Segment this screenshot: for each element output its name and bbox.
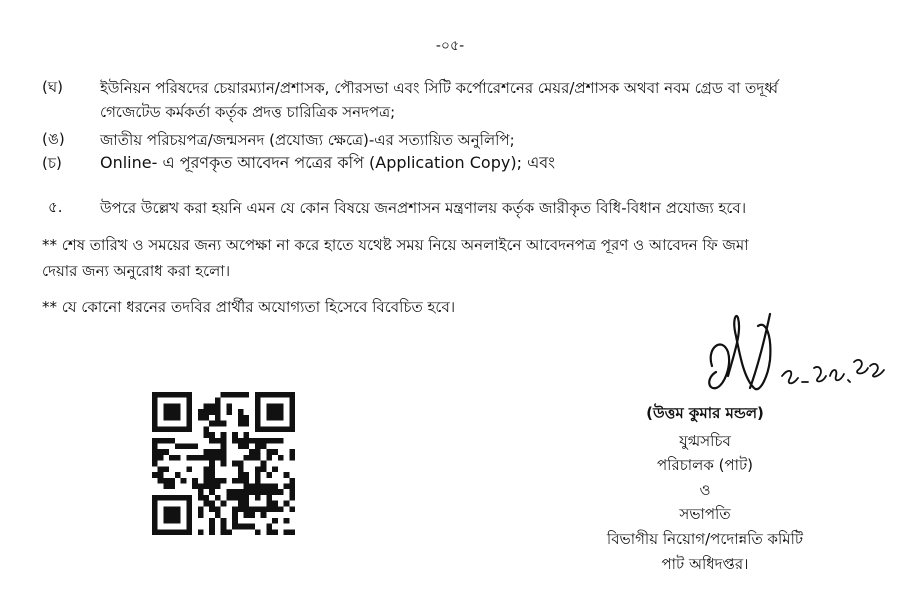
- signature-designation: যুগ্মসচিব: [679, 432, 731, 450]
- page-number: -০৫-: [435, 38, 465, 54]
- item-text-line: Online- এ পূরণকৃত আবেদন পত্রের কপি (Application Copy); এবং: [100, 153, 556, 172]
- item-text-gha: [100, 76, 860, 124]
- clause-marker: ৫.: [48, 198, 63, 216]
- signature-name: (উত্তম কুমার মন্ডল): [646, 404, 764, 422]
- item-text-line: গেজেটেড কর্মকর্তা কর্তৃক প্রদত্ত চারিত্রিক সনদপত্র;: [100, 103, 396, 121]
- item-text-line: জাতীয় পরিচয়পত্র/জন্মসনদ (প্রযোজ্য ক্ষেত্রে)-এর সত্যায়িত অনুলিপি;: [100, 131, 515, 149]
- signature-chair: সভাপতি: [679, 505, 731, 523]
- item-marker-umo: (ঙ): [42, 130, 65, 148]
- clause-text: উপরে উল্লেখ করা হয়নি এমন যে কোন বিষয়ে জনপ্রশাসন মন্ত্রণালয় কর্তৃক জারীকৃত বিধি-বিধান প্রযোজ্য হবে।: [100, 199, 747, 217]
- signature-conjunction: ও: [699, 481, 711, 499]
- item-marker-cha: (চ): [42, 154, 62, 172]
- note-line: ** শেষ তারিখ ও সময়ের জন্য অপেক্ষা না করে হাতে যথেষ্ট সময় নিয়ে অনলাইনে আবেদনপত্র পূরণ ও আবেদন ফি জমা: [42, 236, 749, 254]
- note-line: দেয়ার জন্য অনুরোধ করা হলো।: [42, 262, 231, 280]
- item-text-umo: [100, 128, 860, 152]
- qr-code-icon: [152, 392, 295, 535]
- item-marker-gha: (ঘ): [42, 78, 63, 96]
- signature-image: [698, 306, 888, 412]
- signature-office: পাট অধিদপ্তর।: [661, 555, 749, 573]
- signature-role: পরিচালক (পাট): [656, 456, 754, 474]
- item-text-cha: [100, 151, 860, 175]
- item-text-line: ইউনিয়ন পরিষদের চেয়ারম্যান/প্রশাসক, পৌরসভা এবং সিটি কর্পোরেশনের মেয়র/প্রশাসক অথবা নবম গ্রেড বা তদূর্ধ্ব: [100, 79, 779, 97]
- note-deadline: [42, 232, 862, 284]
- note-line: ** যে কোনো ধরনের তদবির প্রার্থীর অযোগ্যতা হিসেবে বিবেচিত হবে।: [42, 298, 456, 316]
- signature-committee: বিভাগীয় নিয়োগ/পদোন্নতি কমিটি: [606, 530, 804, 548]
